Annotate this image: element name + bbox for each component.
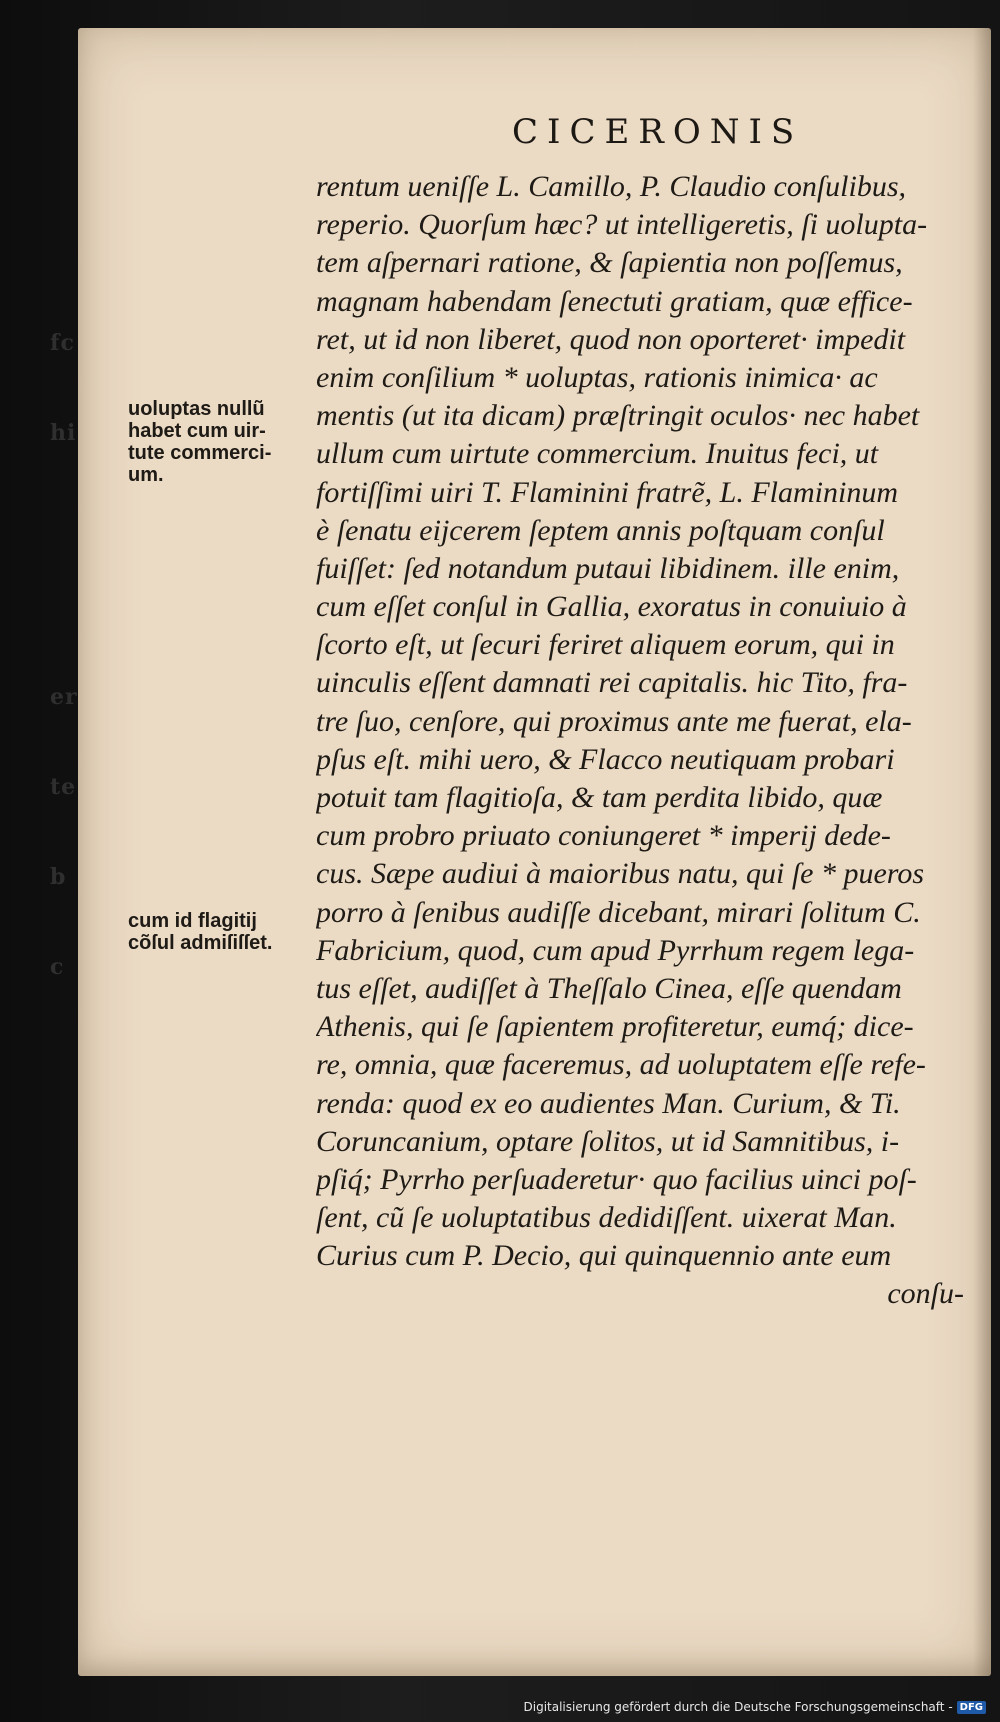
marginal-note-line: uoluptas nullũ [128, 398, 265, 420]
body-text-line: ullum cum uirtute commercium. Inuitus feci, ut [316, 437, 879, 471]
body-text-line: enim conſilium * uoluptas, rationis inimica· ac [316, 360, 878, 394]
body-text-block [316, 168, 988, 1314]
body-text-line: Fabricium, quod, cum apud Pyrrhum regem lega- [316, 933, 915, 967]
body-text-line: re, omnia, quæ faceremus, ad uoluptatem eſſe refe- [316, 1048, 926, 1082]
body-text-line: Athenis, qui ſe ſapientem profiteretur, eumq́; dice- [316, 1010, 914, 1044]
marginal-note-line: tute commerci- [128, 442, 272, 464]
cover-fragment-line: hi [50, 420, 77, 446]
body-text-line: rentum ueniſſe L. Camillo, P. Claudio conſulibus, [316, 170, 907, 203]
body-text-line: fortiſſimi uiri T. Flaminini fratrẽ, L. Flamininum [316, 475, 898, 509]
body-text-line: fuiſſet: ſed notandum putaui libidinem. ille enim, [316, 551, 900, 585]
digitization-footer [524, 1700, 987, 1714]
marginal-note-line: cõſul admiſiſſet. [128, 932, 273, 954]
footer-credit-text: Digitalisierung gefördert durch die Deutsche Forschungsgemeinschaft - [523, 1700, 953, 1714]
body-text-line: pſus eſt. mihi uero, & Flacco neutiquam probari [316, 742, 895, 776]
body-text-line: è ſenatu eijcerem ſeptem annis poſtquam conſul [316, 513, 885, 547]
body-text-line: uinculis eſſent damnati rei capitalis. hic Tito, fra- [316, 666, 908, 700]
body-text-line: ſcorto eſt, ut ſecuri feriret aliquem eorum, qui in [316, 628, 895, 662]
cover-fragment-line: fc [50, 330, 75, 356]
body-text-line: tem aſpernari ratione, & ſapientia non poſſemus, [316, 246, 903, 280]
body-text-line: cum probro priuato coniungeret * imperij dede- [316, 819, 891, 853]
running-head: CICERONIS [512, 112, 804, 152]
body-text-line: ret, ut id non liberet, quod non oporteret· impedit [316, 322, 906, 356]
body-text-line: renda: quod ex eo audientes Man. Curium, & Ti. [316, 1086, 901, 1120]
body-text-line: cum eſſet conſul in Gallia, exoratus in conuiuio à [316, 590, 907, 624]
cover-fragment-line: b [50, 864, 67, 890]
body-text-line: Coruncanium, optare ſolitos, ut id Samnitibus, i- [316, 1124, 900, 1158]
cover-fragment-line: c [50, 954, 65, 980]
body-text-line: pſiq́; Pyrrho perſuaderetur· quo facilius uinci poſ- [316, 1162, 917, 1196]
body-text-line: conſu- [887, 1277, 964, 1311]
marginal-note-pleasure [128, 398, 271, 486]
body-text-line: reperio. Quorſum hæc? ut intelligeretis, ſi uolupta- [316, 208, 928, 242]
body-text-line: Curius cum P. Decio, qui quinquennio ante eum [316, 1239, 892, 1273]
body-text-line: porro à ſenibus audiſſe dicebant, mirari ſolitum C. [316, 895, 921, 929]
marginal-note-line: habet cum uir- [128, 420, 266, 442]
cover-fragment-line: er [50, 684, 78, 710]
marginal-note-line: cum id flagitij [128, 910, 257, 932]
body-text-line: magnam habendam ſenectuti gratiam, quæ effice- [316, 284, 913, 318]
body-text-line: tre ſuo, cenſore, qui proximus ante me fuerat, ela- [316, 704, 912, 738]
body-text-line: ſent, cũ ſe uoluptatibus dedidiſſent. uixerat Man. [316, 1201, 897, 1235]
body-text-line: cus. Sæpe audiui à maioribus natu, qui ſe * pueros [316, 857, 925, 891]
body-text-line: mentis (ut ita dicam) præſtringit oculos· nec habet [316, 399, 920, 433]
cover-fragment-line: te [50, 774, 77, 800]
body-text-line: potuit tam flagitioſa, & tam perdita libido, quæ [316, 781, 883, 814]
dfg-logo: DFG [957, 1701, 986, 1714]
marginal-note-consul [128, 910, 272, 954]
body-text-line: tus eſſet, audiſſet à Theſſalo Cinea, eſſe quendam [316, 971, 902, 1005]
marginal-note-line: um. [128, 464, 164, 486]
